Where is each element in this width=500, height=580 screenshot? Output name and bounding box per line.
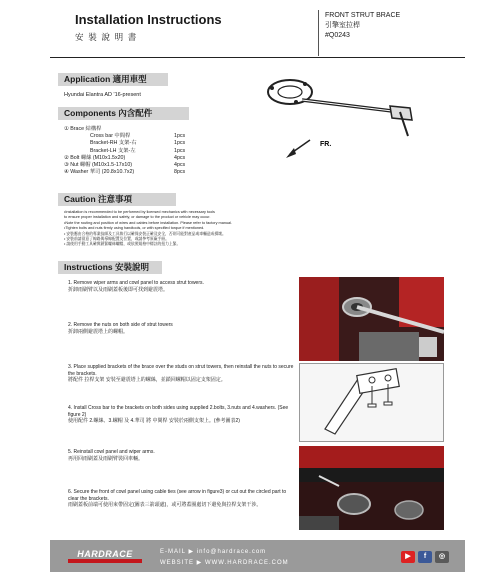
product-info bbox=[325, 11, 400, 41]
component-row: Bracket-LH 支架-左 1pcs bbox=[90, 147, 186, 154]
brand-name: HARDRACE bbox=[77, 549, 133, 559]
step-text-en: 2. Remove the nuts on both side of strut towers bbox=[68, 322, 173, 328]
step-text-cn: 雨刷蓋板前端可使用束帶固定(圖表三箭頭處)，或可將蓋圈處切下避免與拉桿支架干涉。 bbox=[68, 502, 262, 508]
brand-logo bbox=[60, 547, 150, 565]
contact-website[interactable]: WEBSITE ▶ WWW.HARDRACE.COM bbox=[160, 560, 289, 566]
step-text-cn: 再用回雨刷蓋及雨刷臂裝回車輛。 bbox=[68, 455, 144, 462]
caution-text bbox=[64, 210, 304, 248]
logo-stripe bbox=[68, 559, 142, 563]
step-text-en: 5. Reinstall cowl panel and wiper arms. bbox=[68, 449, 155, 455]
footer-bar bbox=[50, 540, 465, 572]
document-title: Installation Instructions bbox=[75, 12, 222, 27]
wechat-icon[interactable]: ◎ bbox=[435, 551, 449, 563]
caution-line: •Installation is recommended to be performed by licensed mechanics with necessary tools bbox=[64, 210, 215, 214]
application-vehicle: Hyundai Elantra AD '16-present bbox=[64, 92, 141, 98]
components-list bbox=[64, 126, 186, 176]
component-row: ① Brace 結構桿 bbox=[64, 126, 102, 132]
step-5 bbox=[68, 449, 298, 462]
step-text-cn: 折卸兩側避震塔上的螺帽。 bbox=[68, 328, 129, 335]
caution-line: to ensure proper installation and safety, or damage to the product or vehicle may occur. bbox=[64, 215, 211, 220]
bracket-left-drawing bbox=[390, 106, 412, 136]
caution-heading: Caution 注意事項 bbox=[58, 193, 176, 206]
step-text-cn: 折卸雨刷臂以及雨刷蓋板後即可找到避震塔。 bbox=[68, 286, 169, 293]
header-divider bbox=[318, 10, 319, 56]
caution-line: •Note the routing and position of wires and cables before installation. Please refer to factory manual. bbox=[64, 220, 233, 225]
component-row: ③ Nut 螺帽 (M10x1.5-17x10) 4pcs bbox=[64, 161, 186, 168]
part-number: #Q0243 bbox=[325, 32, 350, 39]
step-2 bbox=[68, 322, 298, 335]
brace-diagram bbox=[250, 68, 430, 168]
header-rule bbox=[50, 57, 465, 58]
caution-line: • 安裝前請留意了線路與導線配置及位置，或請參考原廠手冊。 bbox=[64, 237, 169, 242]
component-row: ② Bolt 螺絲 (M10x1.5x20) 4pcs bbox=[64, 154, 186, 161]
step-4 bbox=[68, 405, 298, 425]
caution-line: • 請使用手動工具確實鎖緊螺絲螺帽，或依照規格中標註的扭力上緊。 bbox=[64, 242, 181, 247]
application-heading: Application 適用車型 bbox=[58, 73, 168, 86]
step-text-en: 4. Install Cross bar to the brackets on both sides using supplied 2.bolts, 3.nuts and 4.washers. (See figure 2) bbox=[68, 405, 289, 418]
contact-email[interactable]: E-MAIL ▶ info@hardrace.com bbox=[160, 549, 267, 555]
component-row: Bracket-RH 支架-右 1pcs bbox=[90, 140, 186, 147]
step-3 bbox=[68, 364, 298, 384]
step-1 bbox=[68, 280, 298, 293]
caution-line: • 安裝應由合格的專業技師及工具執行以確保安裝正確及安全，否則可能對產品或車輛造成損壞。 bbox=[64, 231, 226, 236]
youtube-icon[interactable]: ▶ bbox=[401, 551, 415, 563]
step-text-en: 3. Place supplied brackets of the brace over the studs on strut towers, then reinstall the nuts to secure the brackets. bbox=[68, 364, 294, 377]
step-text-cn: 使用配件 2.螺絲、3.螺帽 及 4.華司 將 中間桿 安裝於兩側支架上。(參考圖表2) bbox=[68, 418, 240, 424]
figure-3-photo bbox=[299, 446, 444, 530]
step-text-cn: 將配件 拉桿支架 安裝至避震塔上的螺絲，並鎖回螺帽以固定支架固定。 bbox=[68, 377, 226, 383]
component-row: Cross bar 中間桿 1pcs bbox=[90, 133, 186, 140]
step-text-en: 1. Remove wiper arms and cowl panel to access strut towers. bbox=[68, 280, 204, 286]
figure-1-photo bbox=[299, 277, 444, 361]
figure-2-drawing bbox=[299, 363, 444, 442]
facebook-icon[interactable]: f bbox=[418, 551, 432, 563]
component-row: ④ Washer 華司 (20.8x10.7x2) 8pcs bbox=[64, 169, 186, 176]
product-name: FRONT STRUT BRACE bbox=[325, 12, 401, 19]
step-6 bbox=[68, 489, 298, 509]
components-heading: Components 內含配件 bbox=[58, 107, 189, 120]
instructions-heading: Instructions 安裝說明 bbox=[58, 261, 162, 274]
caution-line: •Tighten bolts and nuts firmly using handtools, or with specified torque if mentioned. bbox=[64, 226, 205, 231]
step-text-en: 6. Secure the front of cowl panel using cable ties (see arrow in figure3) or cut out the circled part to clear the brackets. bbox=[68, 489, 287, 502]
front-label: FR. bbox=[320, 141, 332, 148]
document-subtitle: 安 裝 說 明 書 bbox=[75, 33, 138, 43]
product-name-cn: 引擎室拉桿 bbox=[325, 22, 360, 29]
